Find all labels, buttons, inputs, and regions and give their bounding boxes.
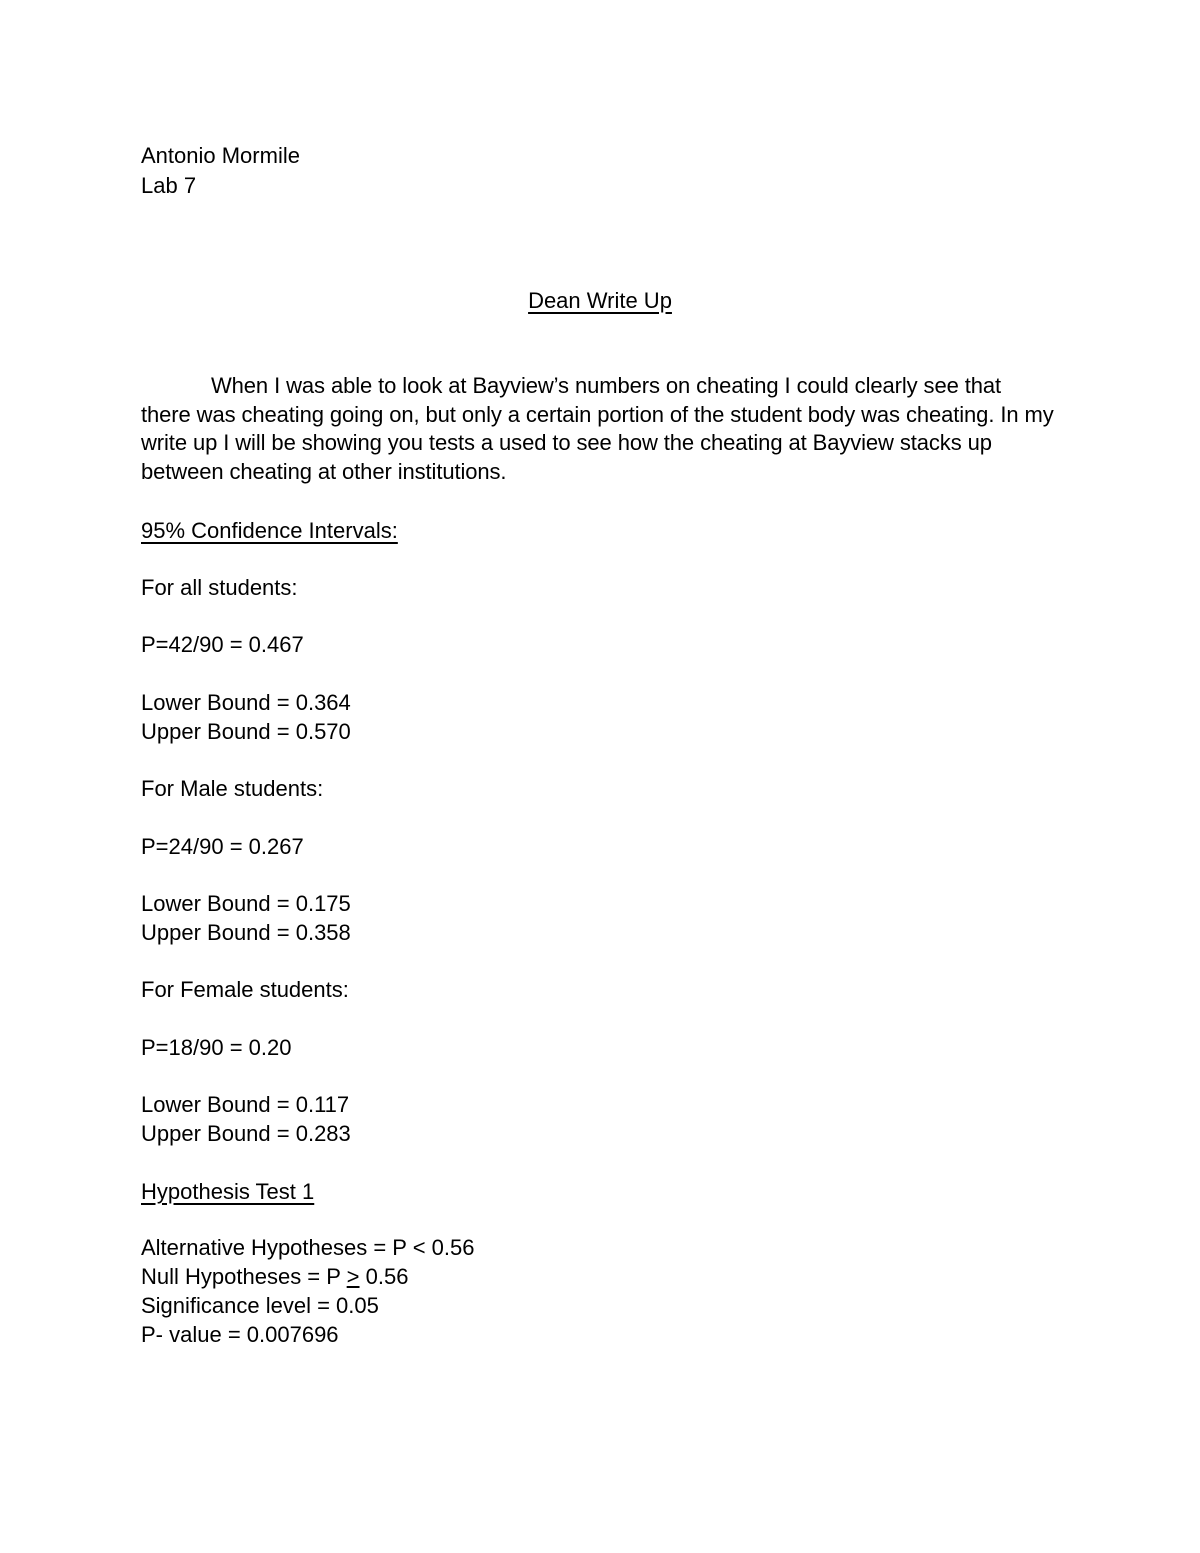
null-hypothesis	[141, 1262, 408, 1291]
female-students-lower: Lower Bound = 0.117	[141, 1092, 350, 1117]
document-title-text: Dean Write Up	[528, 288, 672, 313]
all-students-p: P=42/90 = 0.467	[141, 632, 304, 657]
confidence-heading-text: 95% Confidence Intervals:	[141, 518, 398, 543]
intro-paragraph: When I was able to look at Bayview’s numbers on cheating I could clearly see that there was cheating going on, but only a certain portion of the student body was cheating. In my write up I will be showing you tests a used to see how the cheating at Bayview stacks up between cheating at other institutions.	[141, 373, 1054, 485]
female-students-label: For Female students:	[141, 977, 349, 1002]
hypothesis-heading-text: Hypothesis Test 1	[141, 1179, 315, 1204]
male-students-p: P=24/90 = 0.267	[141, 834, 304, 859]
author-name: Antonio Mormile	[141, 143, 300, 168]
null-hypothesis-prefix: Null Hypotheses = P	[141, 1264, 347, 1289]
female-students-p: P=18/90 = 0.20	[141, 1035, 292, 1060]
lab-number: Lab 7	[141, 173, 197, 198]
all-students-label: For all students:	[141, 575, 298, 600]
null-hypothesis-suffix: 0.56	[359, 1264, 409, 1289]
alternative-hypothesis: Alternative Hypotheses = P < 0.56	[141, 1235, 475, 1260]
male-students-upper: Upper Bound = 0.358	[141, 920, 351, 945]
significance-level: Significance level = 0.05	[141, 1293, 379, 1318]
male-students-label: For Male students:	[141, 776, 324, 801]
female-students-upper: Upper Bound = 0.283	[141, 1121, 351, 1146]
hypothesis-heading	[141, 1177, 314, 1206]
confidence-heading	[141, 516, 398, 545]
male-students-lower: Lower Bound = 0.175	[141, 891, 351, 916]
all-students-lower: Lower Bound = 0.364	[141, 690, 351, 715]
all-students-upper: Upper Bound = 0.570	[141, 719, 351, 744]
p-value: P- value = 0.007696	[141, 1322, 339, 1347]
document-title	[0, 286, 1200, 315]
greater-equal-symbol: >	[346, 1264, 360, 1289]
